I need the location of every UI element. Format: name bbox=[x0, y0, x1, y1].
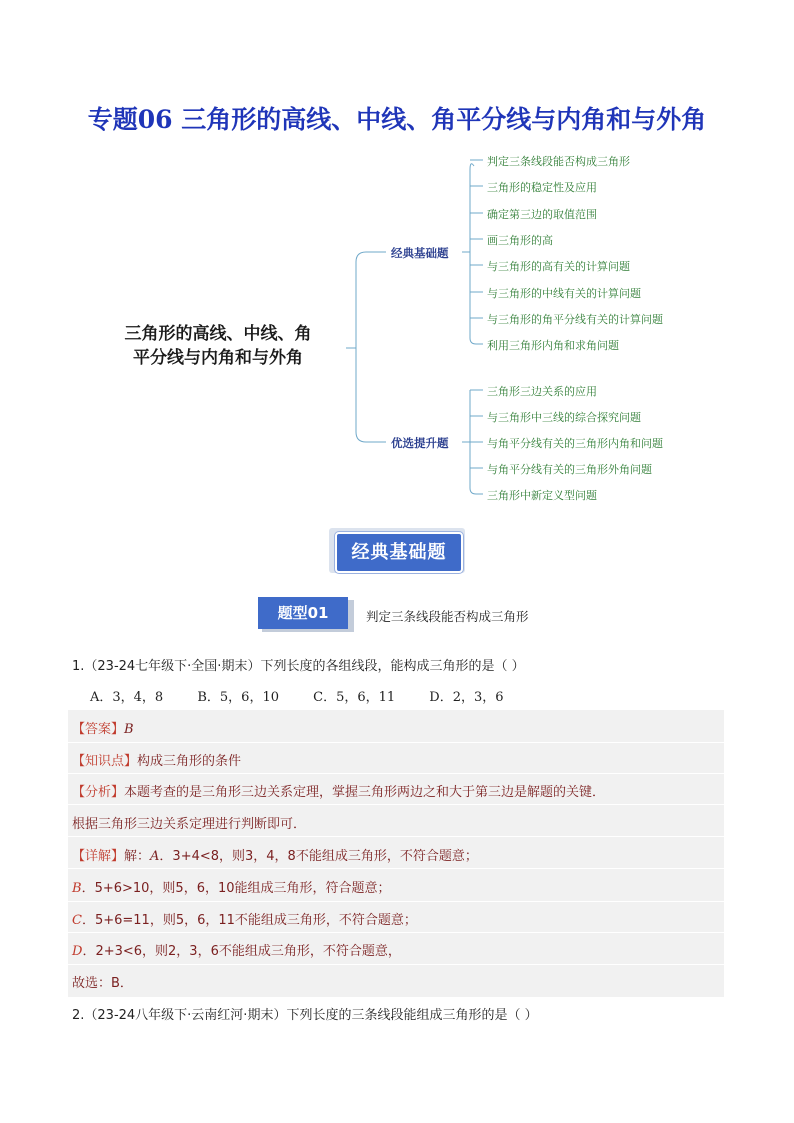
mindmap-leaf: 与三角形中三线的综合探究问题 bbox=[487, 411, 641, 424]
detail-text: ．5+6=11，则5，6，11不能组成三角形，不符合题意； bbox=[81, 913, 417, 928]
option-d: D．2，3，6 bbox=[429, 690, 504, 705]
knowledge-point-tag: 【知识点】 bbox=[72, 754, 138, 769]
detail-prefix: 解： bbox=[124, 849, 151, 864]
answer-value: B bbox=[124, 722, 134, 737]
row-divider bbox=[68, 836, 724, 837]
row-divider bbox=[68, 964, 724, 965]
detail-text: ．3+4<8，则3，4，8不能组成三角形，不符合题意； bbox=[159, 849, 478, 864]
section-banner-label: 经典基础题 bbox=[351, 542, 447, 563]
mindmap-leaf: 三角形中新定义型问题 bbox=[487, 489, 597, 502]
row-divider bbox=[68, 868, 724, 869]
analysis-tag: 【分析】 bbox=[72, 785, 125, 800]
detail-line bbox=[72, 909, 417, 928]
row-divider bbox=[68, 804, 724, 805]
mindmap-root bbox=[98, 322, 338, 370]
page-title: 专题06 三角形的高线、中线、角平分线与内角和与外角 bbox=[87, 105, 707, 134]
mindmap-leaf: 判定三条线段能否构成三角形 bbox=[487, 155, 630, 168]
mindmap-leaf: 画三角形的高 bbox=[487, 234, 553, 247]
type-description: 判定三条线段能否构成三角形 bbox=[366, 609, 529, 624]
option-b: B．5，6，10 bbox=[197, 690, 279, 705]
mindmap-leaf: 与角平分线有关的三角形外角问题 bbox=[487, 463, 652, 476]
row-divider bbox=[68, 742, 724, 743]
row-divider bbox=[68, 773, 724, 774]
answer-tag: 【答案】 bbox=[72, 722, 125, 737]
mindmap-leaf: 利用三角形内角和求角问题 bbox=[487, 339, 619, 352]
detail-letter: C bbox=[72, 913, 82, 928]
knowledge-point-line bbox=[72, 750, 241, 769]
type-tag: 题型01 bbox=[258, 597, 348, 629]
detail-letter: D bbox=[72, 944, 83, 959]
mindmap-branch-advanced: 优选提升题 bbox=[391, 436, 449, 450]
analysis-text: 本题考查的是三角形三边关系定理，掌握三角形两边之和大于第三边是解题的关键． bbox=[124, 785, 606, 800]
conclusion-line: 故选：B． bbox=[72, 976, 133, 991]
detail-line bbox=[72, 877, 391, 896]
analysis-line bbox=[72, 781, 605, 800]
detail-text: ．5+6>10，则5，6，10能组成三角形，符合题意； bbox=[81, 881, 391, 896]
detail-line bbox=[72, 940, 401, 959]
mindmap-branch-classic: 经典基础题 bbox=[391, 246, 449, 260]
mindmap-leaf: 三角形的稳定性及应用 bbox=[487, 181, 597, 194]
mindmap-root-line2: 平分线与内角和与外角 bbox=[133, 348, 303, 368]
detail-letter: A bbox=[150, 849, 160, 864]
analysis-line-2: 根据三角形三边关系定理进行判断即可． bbox=[72, 817, 307, 832]
option-a: A．3，4，8 bbox=[90, 690, 164, 705]
answer-line bbox=[72, 718, 134, 737]
row-divider bbox=[68, 932, 724, 933]
question-2-stem: 2.（23-24八年级下·云南红河·期末）下列长度的三条线段能组成三角形的是（ ） bbox=[72, 1008, 538, 1023]
mindmap-leaf: 确定第三边的取值范围 bbox=[487, 208, 597, 221]
knowledge-point-text: 构成三角形的条件 bbox=[137, 754, 242, 769]
detail-line bbox=[72, 845, 478, 864]
mindmap-leaf: 与三角形的高有关的计算问题 bbox=[487, 260, 630, 273]
question-1-stem: 1.（23-24七年级下·全国·期末）下列长度的各组线段，能构成三角形的是（ ） bbox=[72, 659, 525, 674]
mindmap-leaf: 三角形三边关系的应用 bbox=[487, 385, 597, 398]
mindmap-root-line1: 三角形的高线、中线、角 bbox=[124, 324, 312, 344]
mindmap-leaf: 与三角形的角平分线有关的计算问题 bbox=[487, 313, 663, 326]
option-c: C．5，6，11 bbox=[313, 690, 396, 705]
detail-tag: 【详解】 bbox=[72, 849, 125, 864]
mindmap-leaf: 与角平分线有关的三角形内角和问题 bbox=[487, 437, 663, 450]
mindmap-leaf: 与三角形的中线有关的计算问题 bbox=[487, 287, 641, 300]
detail-letter: B bbox=[72, 881, 82, 896]
detail-text: ．2+3<6，则2，3，6不能组成三角形，不符合题意， bbox=[82, 944, 401, 959]
row-divider bbox=[68, 901, 724, 902]
question-1-options bbox=[90, 686, 534, 705]
